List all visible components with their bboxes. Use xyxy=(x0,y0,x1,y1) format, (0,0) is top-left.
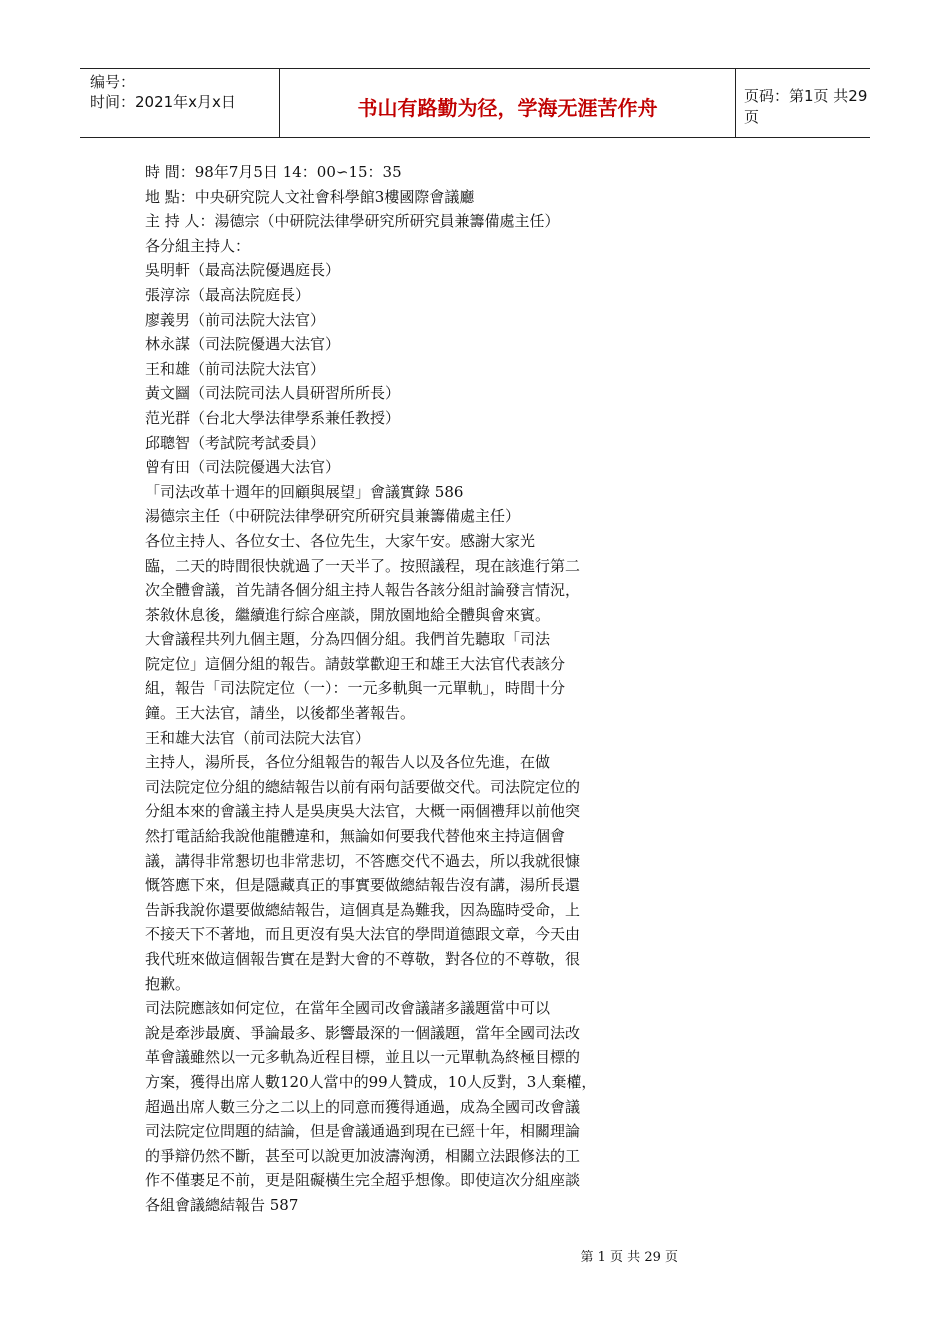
body-line: 廖義男（前司法院大法官） xyxy=(145,310,326,329)
body-line: 張淳淙（最高法院庭長） xyxy=(145,285,311,304)
body-line: 告訴我說你還要做總結報告，這個真是為難我，因為臨時受命，上 xyxy=(145,900,581,919)
body-line: 主 持 人：湯德宗（中研院法律學研究所研究員兼籌備處主任） xyxy=(145,212,560,231)
document-body xyxy=(145,160,655,1218)
footer-page-number: 第 1 页 共 29 页 xyxy=(580,1250,678,1265)
body-line: 司法院定位分組的總結報告以前有兩句話要做交代。司法院定位的 xyxy=(145,777,581,796)
body-line: 范光群（台北大學法律學系兼任教授） xyxy=(145,408,401,427)
body-line: 方案，獲得出席人數120人當中的99人贊成，10人反對，3人棄權， xyxy=(145,1072,597,1091)
body-line: 王和雄（前司法院大法官） xyxy=(145,359,326,378)
body-line: 革會議雖然以一元多軌為近程目標，並且以一元單軌為終極目標的 xyxy=(145,1048,581,1067)
body-line: 王和雄大法官（前司法院大法官） xyxy=(145,728,371,747)
body-line: 茶敘休息後，繼續進行綜合座談，開放園地給全體與會來賓。 xyxy=(145,605,551,624)
header-motto: 书山有路勤为径，学海无涯苦作舟 xyxy=(280,69,736,137)
body-line: 湯德宗主任（中研院法律學研究所研究員兼籌備處主任） xyxy=(145,507,521,526)
time-label: 时间：2021年x月x日 xyxy=(90,93,236,111)
body-line: 邱聰智（考試院考試委員） xyxy=(145,433,326,452)
body-line: 作不僅裹足不前，更是阻礙橫生完全超乎想像。即使這次分組座談 xyxy=(145,1171,581,1190)
body-line: 大會議程共列九個主題，分為四個分組。我們首先聽取「司法 xyxy=(145,630,551,649)
body-line: 鐘。王大法官，請坐，以後都坐著報告。 xyxy=(145,704,416,723)
header-meta xyxy=(80,69,280,137)
body-line: 次全體會議，首先請各個分組主持人報告各該分組討論發言情況， xyxy=(145,581,581,600)
body-line: 時 間：98年7月5日 14：00∽15：35 xyxy=(145,163,402,181)
body-line: 黃文圝（司法院司法人員研習所所長） xyxy=(145,384,401,403)
page-footer xyxy=(0,1246,950,1265)
body-line: 臨，二天的時間很快就過了一天半了。按照議程，現在該進行第二 xyxy=(145,556,581,575)
body-line: 我代班來做這個報告實在是對大會的不尊敬，對各位的不尊敬，很 xyxy=(145,950,581,968)
body-line: 抱歉。 xyxy=(145,974,191,993)
body-line: 林永謀（司法院優遇大法官） xyxy=(145,335,341,354)
body-line: 組，報告「司法院定位（一）：一元多軌與一元單軌」，時間十分 xyxy=(145,679,566,698)
body-line: 各分組主持人： xyxy=(145,236,251,255)
body-line: 「司法改革十週年的回顧與展望」會議實錄 586 xyxy=(145,482,464,501)
body-line: 說是牽涉最廣、爭論最多、影響最深的一個議題，當年全國司法改 xyxy=(145,1023,581,1042)
header-page-info: 页码：第1页 共29页 xyxy=(744,87,868,126)
body-line: 吳明軒（最高法院優遇庭長） xyxy=(145,261,341,280)
body-line: 的爭辯仍然不斷，甚至可以說更加波濤洶湧，相關立法跟修法的工 xyxy=(145,1146,581,1165)
body-line: 各組會議總結報告 587 xyxy=(145,1195,299,1214)
page-header xyxy=(80,68,870,138)
body-line: 然打電話給我說他龍體違和，無論如何要我代替他來主持這個會 xyxy=(145,827,566,846)
body-line: 主持人，湯所長，各位分組報告的報告人以及各位先進，在做 xyxy=(145,753,551,772)
body-line: 各位主持人、各位女士、各位先生，大家午安。感謝大家光 xyxy=(145,531,536,550)
body-line: 分組本來的會議主持人是吳庚吳大法官，大概一兩個禮拜以前他突 xyxy=(145,802,581,821)
body-line: 議，講得非常懇切也非常悲切，不答應交代不過去，所以我就很慷 xyxy=(145,851,581,870)
body-line: 曾有田（司法院優遇大法官） xyxy=(145,458,341,477)
body-line: 院定位」這個分組的報告。請鼓掌歡迎王和雄王大法官代表該分 xyxy=(145,654,566,673)
body-line: 地 點：中央研究院人文社會科學館3樓國際會議廳 xyxy=(145,187,475,206)
body-line: 超過出席人數三分之二以上的同意而獲得通過，成為全國司改會議 xyxy=(145,1097,581,1116)
number-label: 编号： xyxy=(90,73,136,91)
body-line: 司法院定位問題的結論，但是會議通過到現在已經十年，相關理論 xyxy=(145,1122,581,1141)
body-line: 慨答應下來，但是隱藏真正的事實要做總結報告沒有講，湯所長還 xyxy=(145,876,581,895)
body-line: 司法院應該如何定位，在當年全國司改會議諸多議題當中可以 xyxy=(145,999,551,1018)
body-line: 不接天下不著地，而且更沒有吳大法官的學問道德跟文章，今天由 xyxy=(145,925,581,944)
